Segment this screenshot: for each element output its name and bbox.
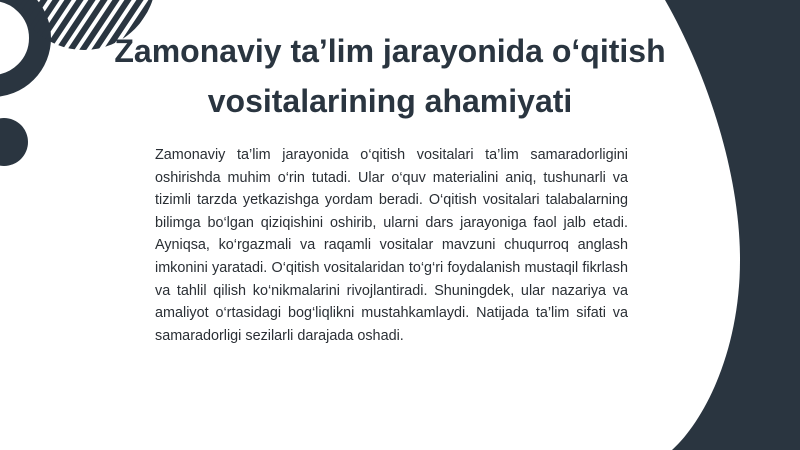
slide-title: Zamonaviy ta’lim jarayonida o‘qitish vositalarining ahamiyati (114, 33, 666, 119)
slide-body-text: Zamonaviy ta’lim jarayonida o‘qitish vositalari ta’lim samaradorligini oshirishda muhim o‘rin tutadi. Ular o‘quv materialini aniq, tushunarli va tizimli tarzda yetkazishga yordam beradi. O‘qitish vositalari talabalarning bilimga bo‘lgan qiziqishini oshirib, ularni dars jarayoniga faol jalb etadi. Ayniqsa, ko‘rgazmali va raqamli vositalar mavzuni chuqurroq anglash imkonini yaratadi. O‘qitish vositalaridan to‘g‘ri foydalanish mustaqil fikrlash va tahlil qilish ko‘nikmalarini rivojlantiradi. Shuningdek, ular nazariya va amaliyot o‘rtasidagi bog‘liqlikni mustahkamlaydi. Natijada ta’lim sifati va samaradorligi sezilarli darajada oshadi. (155, 147, 628, 344)
